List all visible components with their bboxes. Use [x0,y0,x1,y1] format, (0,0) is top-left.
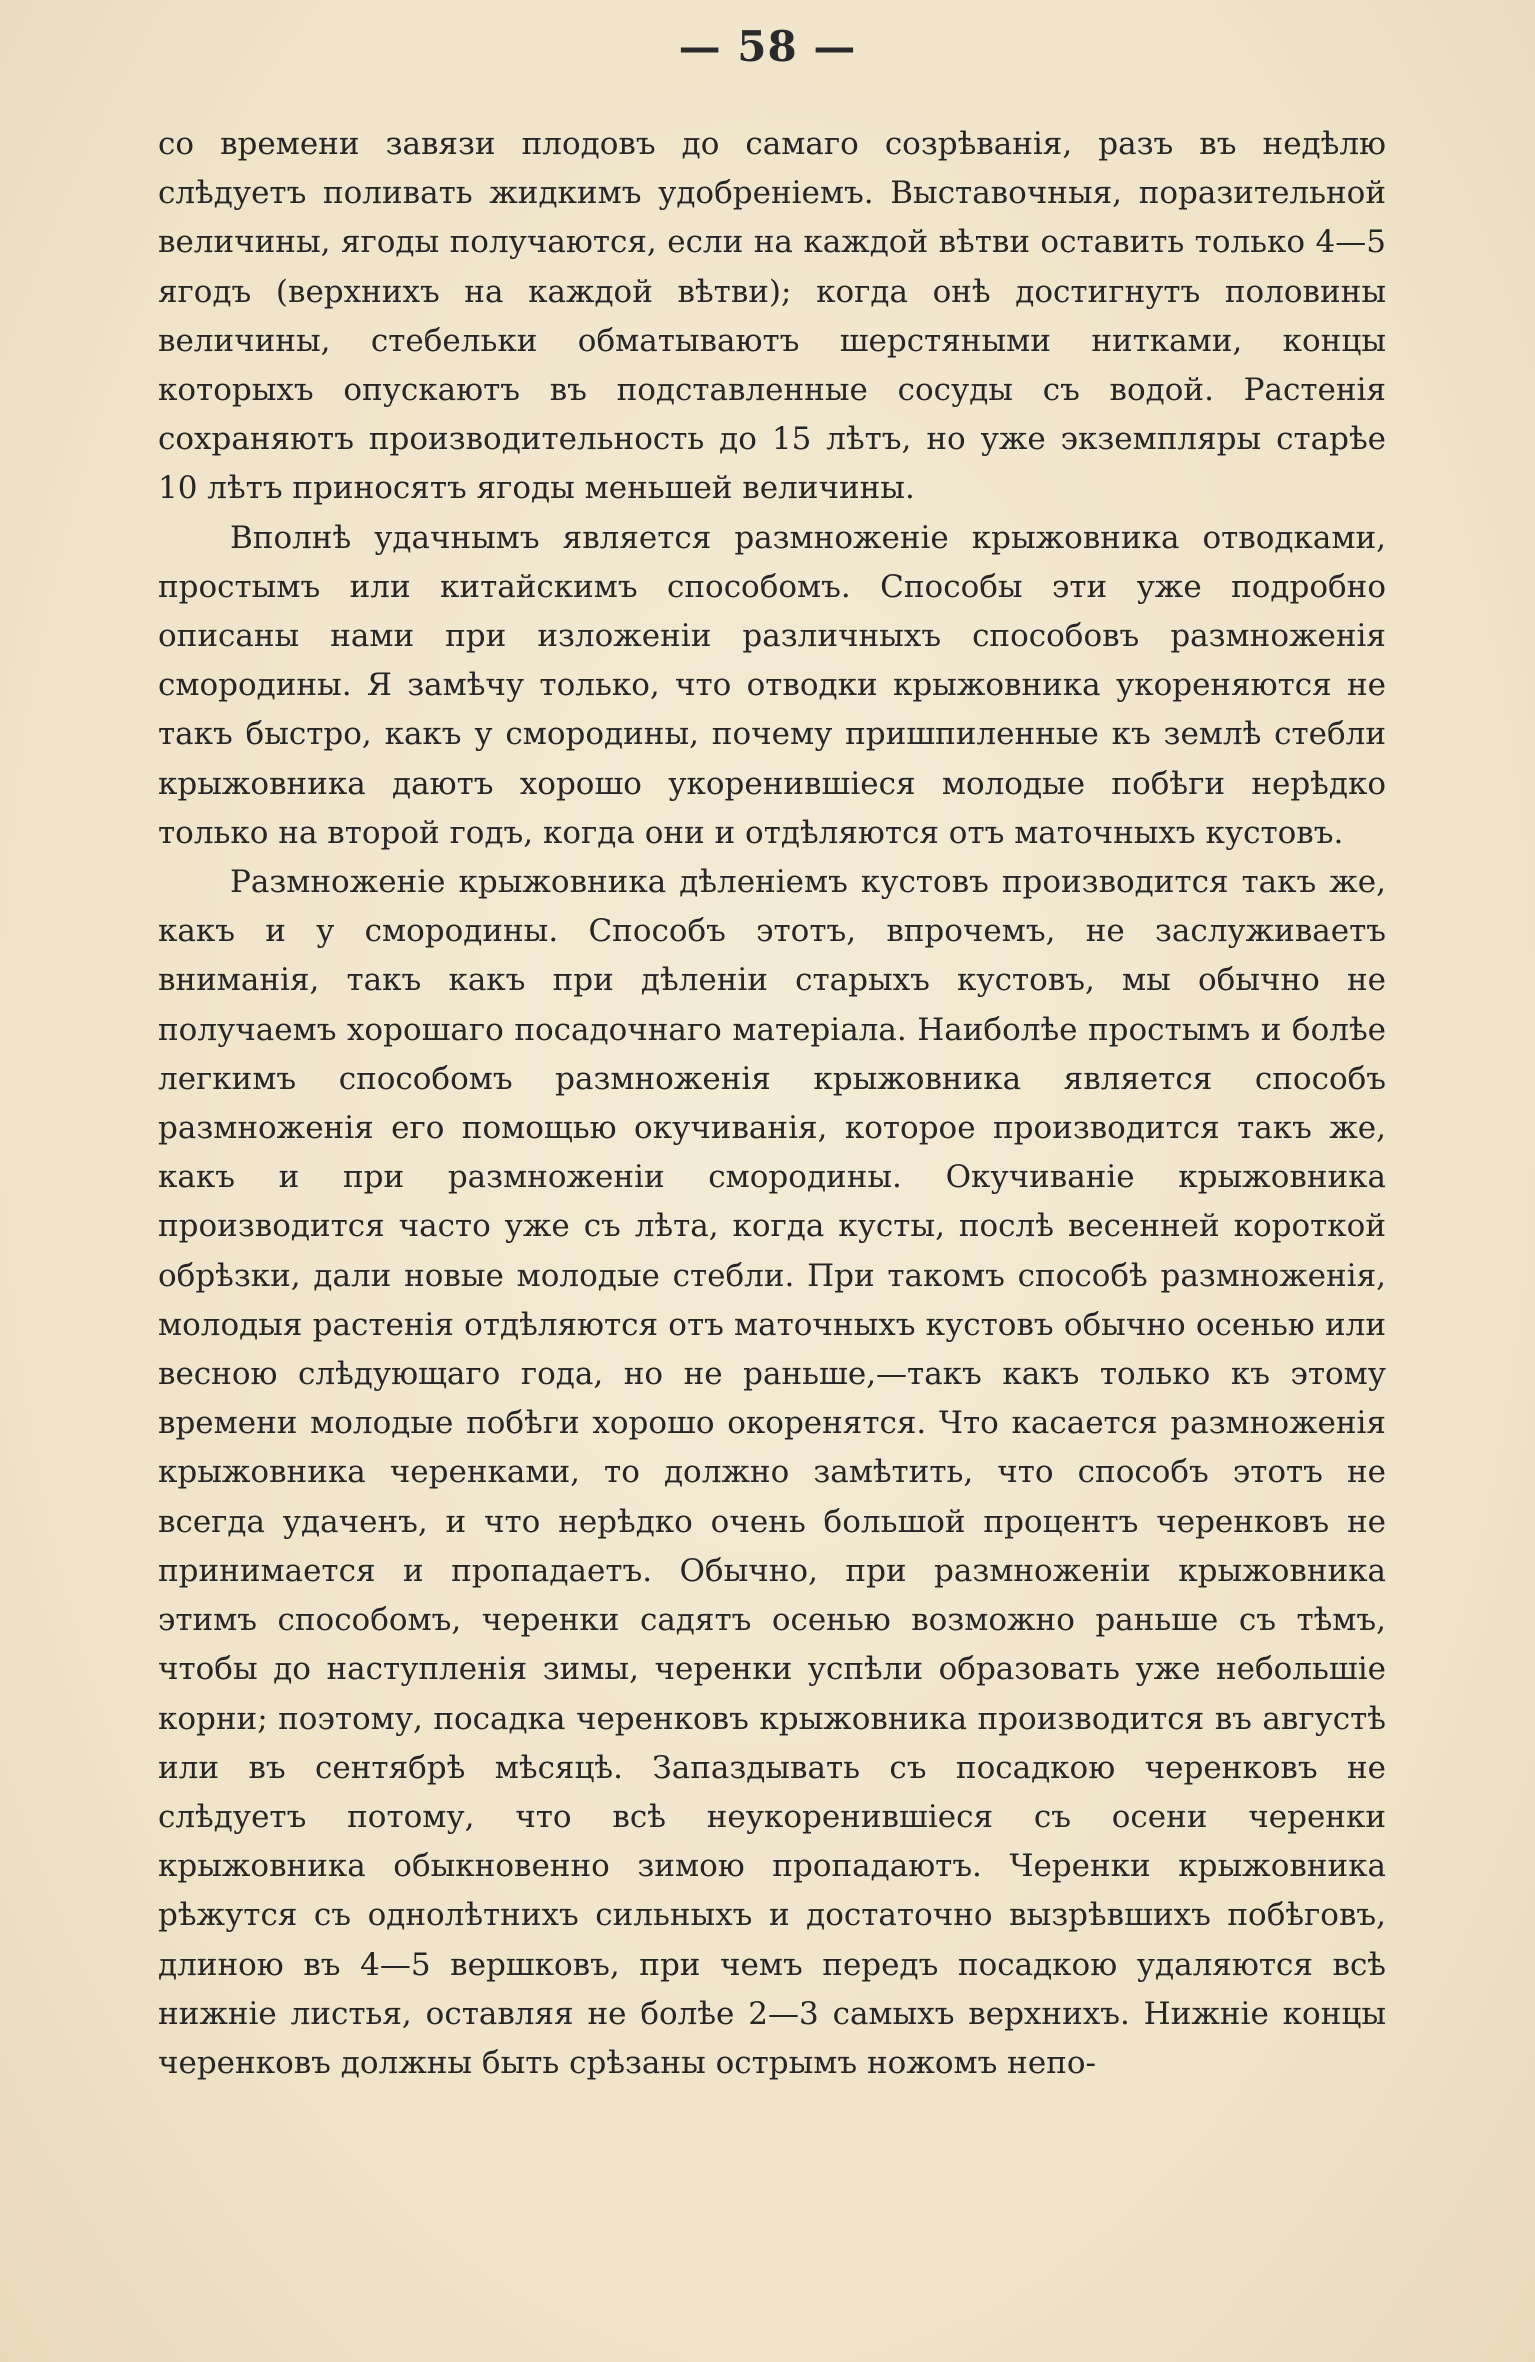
body-text [158,120,1386,2088]
page-number: — 58 — [678,22,857,71]
paragraph-3: Размноженіе крыжовника дѣленіемъ кустовъ производится такъ же, какъ и у смородины. Способъ этотъ, впрочемъ, не заслуживаетъ вниманія, такъ какъ при дѣленіи старыхъ кустовъ, мы обычно не получаемъ хорошаго посадочнаго матеріала. Наиболѣе простымъ и болѣе легкимъ способомъ размноженія крыжовника является способъ размноженія его помощью окучиванія, которое производится такъ же, какъ и при размноженіи смородины. Окучиваніе крыжовника производится часто уже съ лѣта, когда кусты, послѣ весенней короткой обрѣзки, дали новые молодые стебли. При такомъ способѣ размноженія, молодыя растенія отдѣляются отъ маточныхъ кустовъ обычно осенью или весною слѣдующаго года, но не раньше,—такъ какъ только къ этому времени молодые побѣги хорошо окоренятся. Что касается размноженія крыжовника черенками, то должно замѣтить, что способъ этотъ не всегда удаченъ, и что нерѣдко очень большой процентъ черенковъ не принимается и пропадаетъ. Обычно, при размноженіи крыжовника этимъ способомъ, черенки садятъ осенью возможно раньше съ тѣмъ, чтобы до наступленія зимы, черенки успѣли образовать уже небольшіе корни; поэтому, посадка черенковъ крыжовника производится въ августѣ или въ сентябрѣ мѣсяцѣ. Запаздывать съ посадкою черенковъ не слѣдуетъ потому, что всѣ неукоренившіеся съ осени черенки крыжовника обыкновенно зимою пропадаютъ. Черенки крыжовника рѣжутся съ однолѣтнихъ сильныхъ и достаточно вызрѣвшихъ побѣговъ, длиною въ 4—5 вершковъ, при чемъ передъ посадкою удаляются всѣ нижніе листья, оставляя не болѣе 2—3 самыхъ верхнихъ. Нижніе концы черенковъ должны быть срѣзаны острымъ ножомъ непо- [158,864,1386,2081]
paragraph-1: со времени завязи плодовъ до самаго созрѣванія, разъ въ недѣлю слѣдуетъ поливать жидкимъ удобреніемъ. Выставочныя, поразительной величины, ягоды получаются, если на каждой вѣтви оставить только 4—5 ягодъ (верхнихъ на каждой вѣтви); когда онѣ достигнутъ половины величины, стебельки обматываютъ шерстяными нитками, концы которыхъ опускаютъ въ подставленные сосуды съ водой. Растенія сохраняютъ производительность до 15 лѣтъ, но уже экземпляры старѣе 10 лѣтъ приносятъ ягоды меньшей величины. [158,126,1386,507]
paragraph-2: Вполнѣ удачнымъ является размноженіе крыжовника отводками, простымъ или китайскимъ способомъ. Способы эти уже подробно описаны нами при изложеніи различныхъ способовъ размноженія смородины. Я замѣчу только, что отводки крыжовника укореняются не такъ быстро, какъ у смородины, почему пришпиленные къ землѣ стебли крыжовника даютъ хорошо укоренившіеся молодые побѣги нерѣдко только на второй годъ, когда они и отдѣляются отъ маточныхъ кустовъ. [158,519,1386,851]
